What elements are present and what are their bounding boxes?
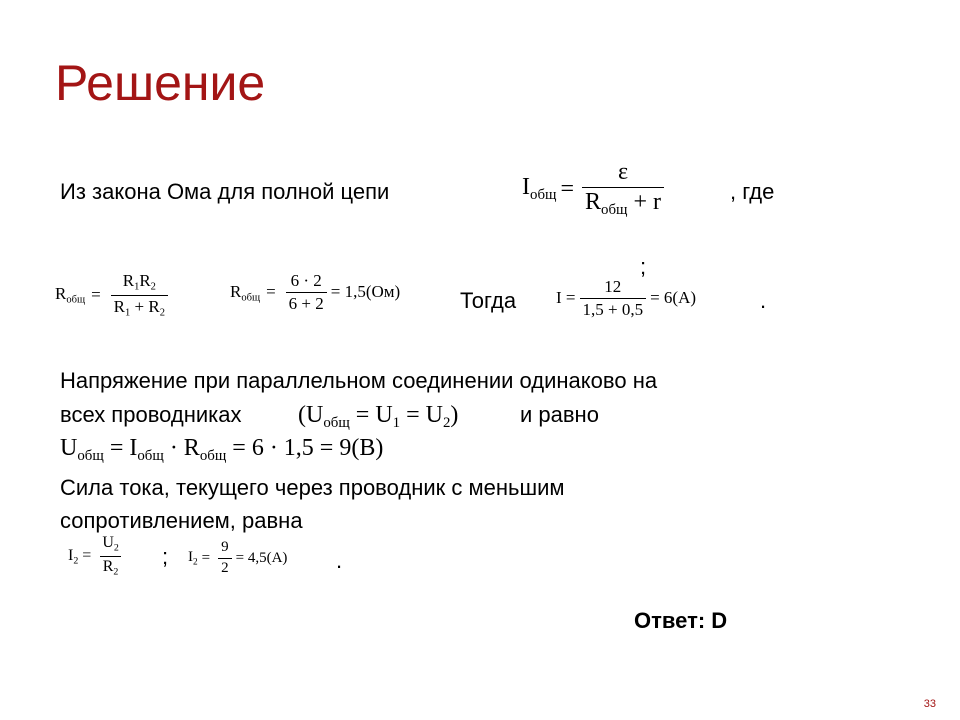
i2-semicolon: ;	[162, 544, 169, 569]
where-text: , где	[730, 179, 775, 204]
ohm-formula: $I_{общ}$ = $\frac{\varepsilon}{R_{общ} + r}$	[522, 160, 668, 219]
semicolon: ;	[640, 254, 647, 279]
current-text-line2: сопротивлением, равна	[60, 508, 303, 533]
period: .	[760, 288, 767, 313]
i2-value-fraction: $\frac{9}{2}$	[218, 540, 232, 577]
i2-period: .	[336, 548, 343, 573]
page-number: 33	[923, 698, 936, 710]
i-value-fraction: $\frac{12}{1,5 + 0,5}$	[580, 278, 647, 319]
r-total-formula: $R_{общ}$ = $\frac{R_1R_2}{R_1 + R_2}$	[55, 272, 172, 319]
r-total-fraction: $\frac{R_1R_2}{R_1 + R_2}$	[111, 272, 168, 319]
i2-fraction: $\frac{U_2}{R_2}$	[99, 535, 122, 578]
current-text-line1: Сила тока, текущего через проводник с меньшим	[60, 475, 565, 500]
i-value-formula: I = $\frac{12}{1,5 + 0,5}$ = 6(А)	[556, 277, 697, 319]
ohm-lhs: $I_{общ}$	[522, 174, 557, 204]
intro-text: Из закона Ома для полной цепи	[60, 179, 390, 204]
voltage-value-formula: $U_{общ} = I_{общ} \cdot R_{общ} = 6 \cdot 1,5 = 9(В)$	[60, 435, 384, 465]
i2-formula: $I_2$ = $\frac{U_2}{R_2}$	[68, 535, 126, 578]
answer-text: Ответ: D	[634, 608, 728, 633]
ohm-fraction: $\frac{\varepsilon}{R_{общ} + r}$	[582, 160, 664, 219]
i2-value-formula: $I_2$ = $\frac{9}{2}$ = 4,5(А)	[188, 539, 288, 576]
then-text: Тогда	[460, 288, 517, 313]
r-value-fraction: $\frac{6 \cdot 2}{6 + 2}$	[286, 272, 327, 313]
voltage-equality-formula: $(U_{общ} = U_1 = U_2)$	[298, 402, 459, 432]
voltage-text-line1: Напряжение при параллельном соединении одинаково на	[60, 368, 658, 393]
r-value-formula: $R_{общ}$ = $\frac{6 \cdot 2}{6 + 2}$ = 1,5(Ом)	[230, 271, 401, 313]
slide-title: Решение	[55, 55, 266, 111]
voltage-text-line2: всех проводниках	[60, 402, 242, 427]
and-equals-text: и равно	[520, 402, 599, 427]
